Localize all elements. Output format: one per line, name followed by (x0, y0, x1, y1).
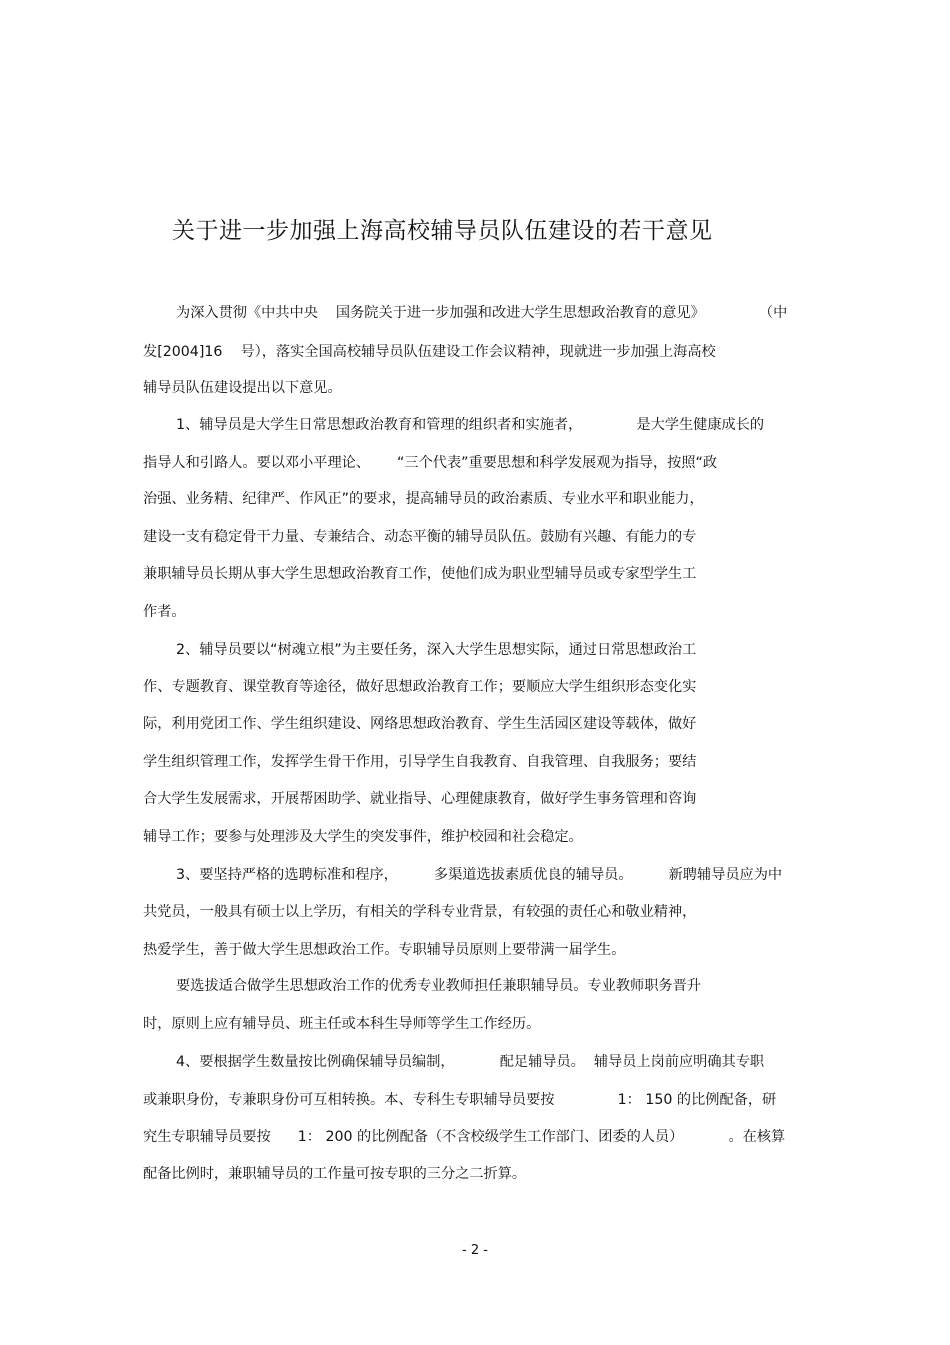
text-line: 建设一支有稳定骨干力量、专兼结合、动态平衡的辅导员队伍。鼓励有兴趣、有能力的专 (143, 529, 697, 545)
text-line: 合大学生发展需求，开展帮困助学、就业指导、心理健康教育，做好学生事务管理和咨询 (143, 791, 697, 807)
text-line: 3、要坚持严格的选聘标准和程序， 多渠道选拔素质优良的辅导员。 新聘辅导员应为中 (176, 867, 783, 883)
text-line: 治强、业务精、纪律严、作风正”的要求，提高辅导员的政治素质、专业水平和职业能力， (143, 491, 704, 507)
text-line: 际，利用党团工作、学生组织建设、网络思想政治教育、学生生活园区建设等载体，做好 (143, 716, 697, 732)
text-line: 作者。 (143, 604, 186, 620)
text-line: 发[2004]16 号），落实全国高校辅导员队伍建设工作会议精神，现就进一步加强上海高校 (143, 344, 716, 360)
page-number: - 2 - (462, 1243, 488, 1258)
text-line: 热爱学生，善于做大学生思想政治工作。专职辅导员原则上要带满一届学生。 (143, 942, 626, 958)
text-line: 究生专职辅导员要按 1： 200 的比例配备（不含校级学生工作部门、团委的人员） 。在核算 (143, 1129, 786, 1145)
text-line: 学生组织管理工作，发挥学生骨干作用，引导学生自我教育、自我管理、自我服务；要结 (143, 754, 697, 770)
text-line: 共党员，一般具有硕士以上学历，有相关的学科专业背景，有较强的责任心和敬业精神， (143, 904, 697, 920)
text-line: 配备比例时，兼职辅导员的工作量可按专职的三分之二折算。 (143, 1166, 527, 1182)
text-line: 为深入贯彻《中共中央 国务院关于进一步加强和改进大学生思想政治教育的意见》 （中 (176, 305, 788, 321)
text-line: 辅导员队伍建设提出以下意见。 (143, 380, 342, 396)
text-line: 时，原则上应有辅导员、班主任或本科生导师等学生工作经历。 (143, 1016, 541, 1032)
text-line: 或兼职身份，专兼职身份可互相转换。本、专科生专职辅导员要按 1： 150 的比例配备，研 (143, 1092, 777, 1108)
text-line: 1、辅导员是大学生日常思想政治教育和管理的组织者和实施者， 是大学生健康成长的 (176, 417, 765, 433)
text-line: 2、辅导员要以“树魂立根”为主要任务，深入大学生思想实际，通过日常思想政治工 (176, 642, 697, 658)
text-line: 辅导工作；要参与处理涉及大学生的突发事件，维护校园和社会稳定。 (143, 829, 583, 845)
text-line: 4、要根据学生数量按比例确保辅导员编制， 配足辅导员。 辅导员上岗前应明确其专职 (176, 1054, 765, 1070)
text-line: 指导人和引路人。要以邓小平理论、 “三个代表”重要思想和科学发展观为指导，按照“政 (143, 455, 718, 471)
text-line: 要选拔适合做学生思想政治工作的优秀专业教师担任兼职辅导员。专业教师职务晋升 (176, 978, 701, 994)
document-title: 关于进一步加强上海高校辅导员队伍建设的若干意见 (172, 218, 713, 244)
text-line: 兼职辅导员长期从事大学生思想政治教育工作，使他们成为职业型辅导员或专家型学生工 (143, 566, 697, 582)
text-line: 作、专题教育、课堂教育等途径，做好思想政治教育工作；要顺应大学生组织形态变化实 (143, 679, 697, 695)
